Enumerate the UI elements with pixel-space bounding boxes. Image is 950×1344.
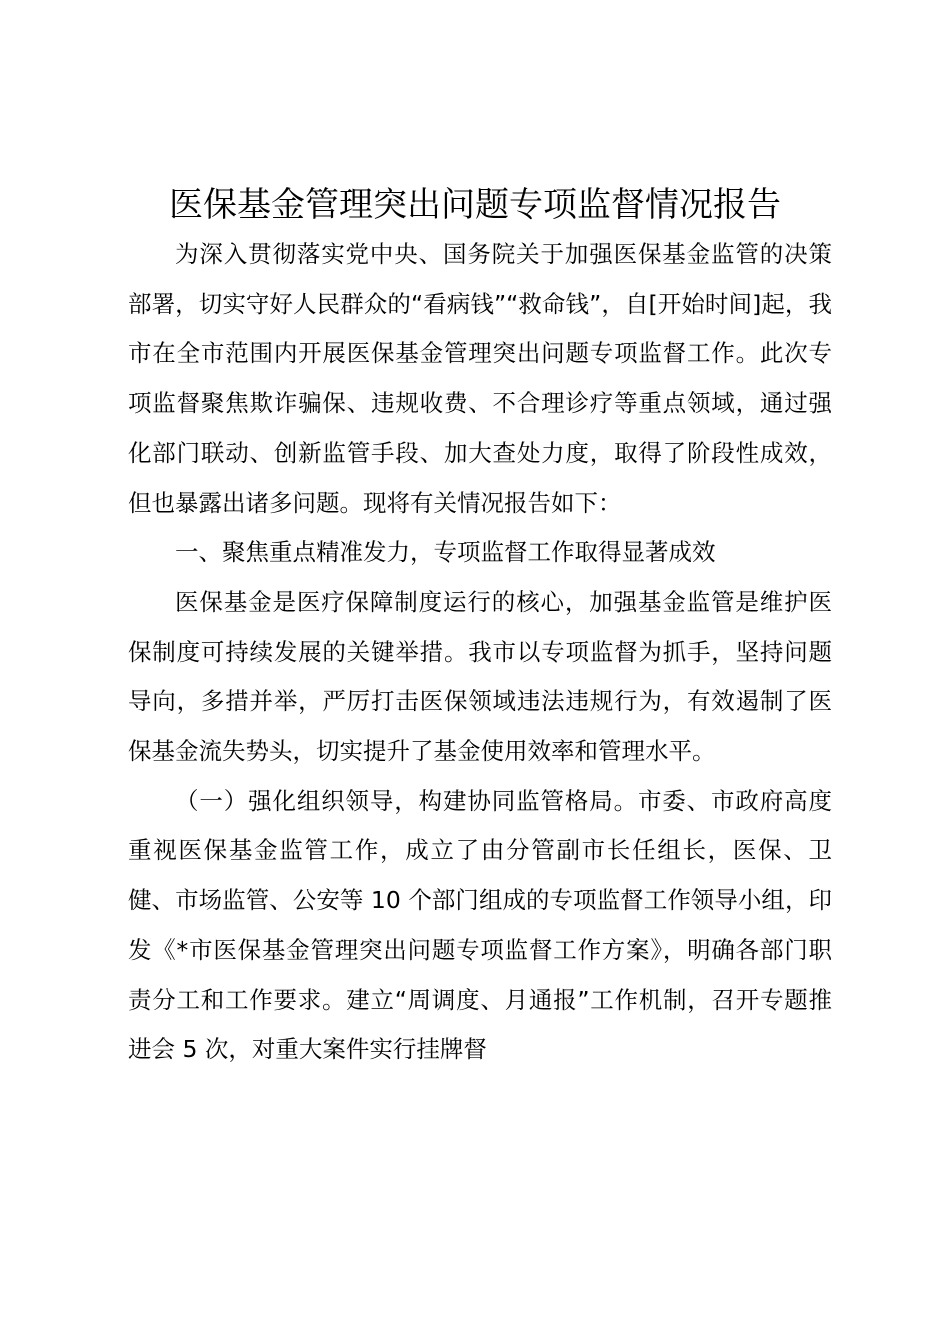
intro-paragraph: 为深入贯彻落实党中央、国务院关于加强医保基金监管的决策部署，切实守好人民群众的“看病钱”“救命钱”，自[开始时间]起，我市在全市范围内开展医保基金管理突出问题专项监督工作。此次专项监督聚焦欺诈骗保、违规收费、不合理诊疗等重点领域，通过强化部门联动、创新监管手段、加大查处力度，取得了阶段性成效，但也暴露出诸多问题。现将有关情况报告如下： [128, 240, 832, 517]
document-body [128, 230, 832, 1075]
section-1-paragraph: 医保基金是医疗保障制度运行的核心，加强基金监管是维护医保制度可持续发展的关键举措。我市以专项监督为抓手，坚持问题导向，多措并举，严厉打击医保领域违法违规行为，有效遏制了医保基金流失势头，切实提升了基金使用效率和管理水平。 [128, 587, 832, 766]
document-title: 医保基金管理突出问题专项监督情况报告 [169, 185, 781, 225]
subsection-1-paragraph: （一）强化组织领导，构建协同监管格局。市委、市政府高度重视医保基金监管工作，成立了由分管副市长任组长，医保、卫健、市场监管、公安等 10 个部门组成的专项监督工作领导小组，印发《*市医保基金管理突出问题专项监督工作方案》，明确各部门职责分工和工作要求。建立“周调度、月通报”工作机制，召开专题推进会 5 次，对重大案件实行挂牌督 [128, 786, 832, 1064]
section-heading-1: 一、聚焦重点精准发力，专项监督工作取得显著成效 [175, 538, 716, 567]
